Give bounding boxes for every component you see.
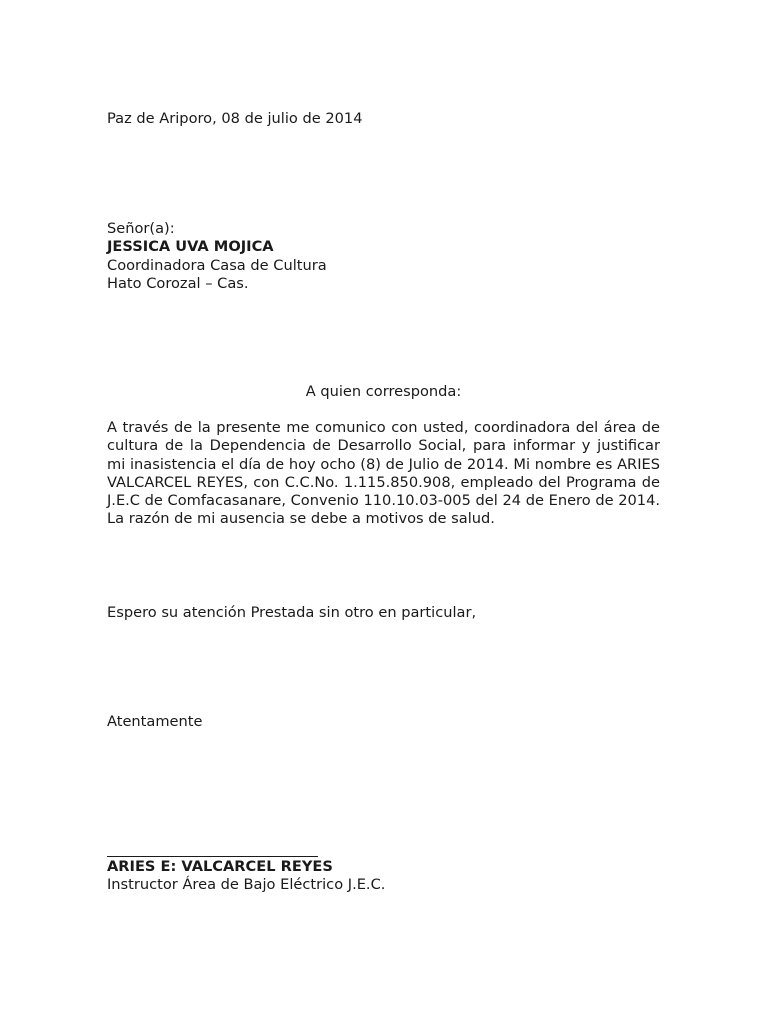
place-date: Paz de Ariporo, 08 de julio de 2014 <box>107 110 363 127</box>
signature-line <box>107 856 318 857</box>
letter-body: A través de la presente me comunico con usted, coordinadora del área de cultura de la Dependencia de Desarrollo Social, para informar y justificar mi inasistencia el día de hoy ocho (8) de Julio de 2014. Mi nombre es ARIES VALCARCEL REYES, con C.C.No. 1.115.850.908, empleado del Programa de J.E.C de Comfacasanare, Convenio 110.10.03-005 del 24 de Enero de 2014. La razón de mi ausencia se debe a motivos de salud. <box>107 419 660 528</box>
closing-line: Espero su atención Prestada sin otro en particular, <box>107 604 477 621</box>
recipient-location: Hato Corozal – Cas. <box>107 275 249 292</box>
salutation: A quien corresponda: <box>305 383 462 400</box>
recipient-title: Señor(a): <box>107 220 175 237</box>
recipient-name: JESSICA UVA MOJICA <box>107 238 274 255</box>
sign-off: Atentamente <box>107 713 203 730</box>
signer-role: Instructor Área de Bajo Eléctrico J.E.C. <box>107 876 386 893</box>
recipient-position: Coordinadora Casa de Cultura <box>107 257 327 274</box>
signer-name: ARIES E: VALCARCEL REYES <box>107 858 333 875</box>
